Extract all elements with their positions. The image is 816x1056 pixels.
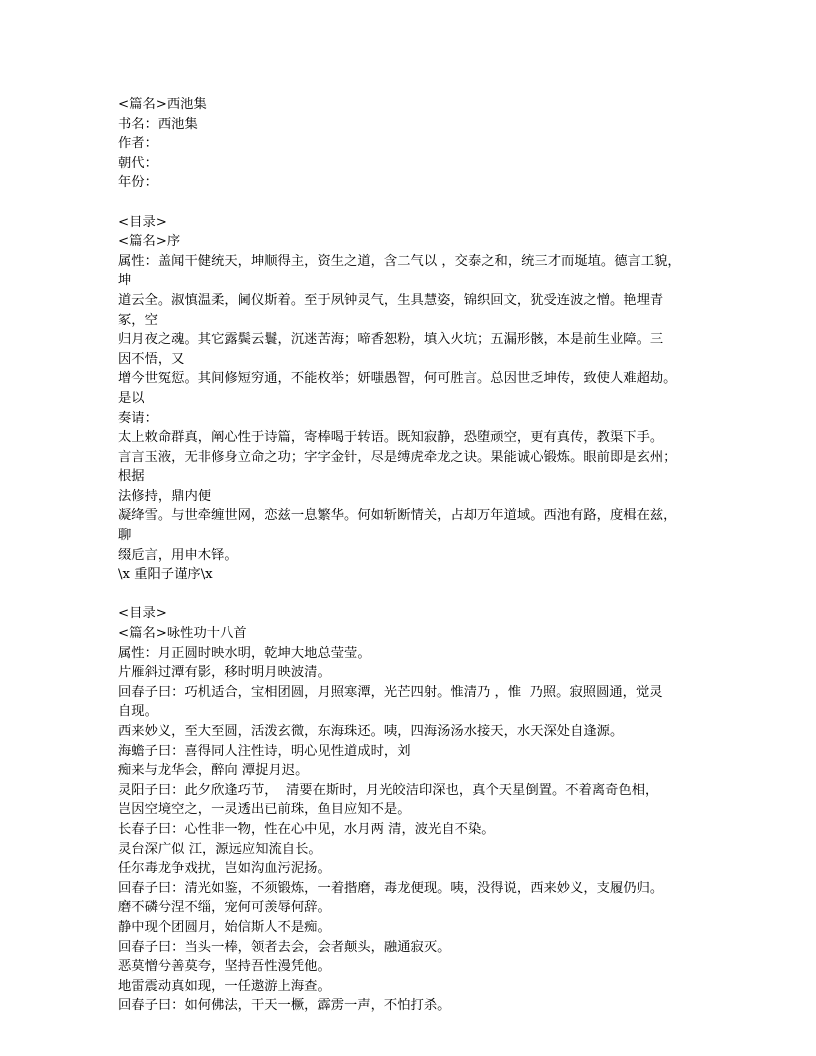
text-line: 太上敕命群真，阐心性于诗篇，寄棒喝于转语。既知寂静，恐堕顽空，更有真传，教渠下手。 (118, 430, 664, 446)
text-line: 冢，空 (118, 312, 158, 328)
text-line: 灵阳子曰：此夕欣逢巧节， 清要在斯时，月光皎洁印深也，真个天星倒置。不着离奇色相， (118, 782, 659, 798)
text-line: 地雷震动真如现，一任遨游上海查。 (118, 978, 331, 994)
text-line: 回春子曰：当头一棒，领者去会，会者颠头，融通寂灭。 (118, 939, 451, 955)
text-line: 聊 (118, 528, 132, 544)
document-body (118, 95, 718, 1016)
text-line: 坤 (118, 273, 132, 289)
text-line: 朝代： (118, 155, 158, 171)
text-line: 属性：月正圆时映水明，乾坤大地总莹莹。 (118, 645, 371, 661)
text-line: 西来妙义，至大至圆，活泼玄微，东海珠还。咦，四海汤汤水接天，水天深处自逢源。 (118, 724, 624, 739)
text-line: 回春子曰：如何佛法，干天一橛，霹雳一声，不怕打杀。 (118, 998, 451, 1014)
text-line: <目录> (118, 606, 167, 622)
text-line: 回春子曰：清光如鉴，不须锻炼，一着揩磨，毒龙便现。咦，没得说，西来妙义，支履仍归。 (118, 880, 664, 896)
text-line: <篇名>序 (118, 234, 181, 250)
blank-line (118, 193, 718, 213)
text-line: 缀卮言，用申木铎。 (118, 547, 238, 563)
blank-line (118, 585, 718, 605)
text-line: 言言玉液，无非修身立命之功；字字金针，尽是缚虎牵龙之诀。果能诚心锻炼。眼前即是玄州； (118, 449, 677, 465)
text-line: 法修持，鼎内便 (118, 488, 212, 504)
text-line: 岂因空境空之，一灵透出已前珠，鱼目应知不是。 (118, 802, 411, 818)
text-line: 海蟾子曰：喜得同人注性诗，明心见性道成时，刘 (118, 743, 411, 759)
text-line: <篇名>咏性功十八首 (118, 626, 247, 642)
text-line: 片雁斜过潭有影，移时明月映波清。 (118, 665, 331, 681)
text-line: 归月夜之魂。其它露鬓云鬟，沉迷苦海；啼香恕粉，填入火坑；五漏形骸，本是前生业障。三 (118, 332, 664, 348)
text-line: 长春子曰：心性非一物，性在心中见，水月两 清，波光自不染。 (118, 821, 495, 837)
text-line: 年份： (118, 175, 158, 191)
text-line: 奏请： (118, 410, 158, 426)
text-line: 道云全。淑慎温柔，阃仪斯着。至于夙钟灵气，生具慧姿，锦织回文，犹受连波之憎。艳埋青 (118, 292, 664, 308)
text-line: 静中现个团圆月，始信斯人不是痴。 (118, 919, 331, 935)
text-line: 书名：西池集 (118, 116, 198, 132)
text-line: 灵台深广似 江，源远应知流自长。 (118, 841, 322, 857)
text-line: \x 重阳子谨序\x (118, 567, 213, 583)
text-line: 作者： (118, 136, 158, 152)
text-line: 磨不磷兮涅不缁，宠何可羡辱何辞。 (118, 900, 331, 916)
text-line: <篇名>西池集 (118, 97, 207, 112)
text-line: 增今世冤愆。其间修短穷通，不能枚举；妍嗤愚智，何可胜言。总因世乏坤传，致使人难超劫。 (118, 371, 677, 387)
text-line: 恶莫憎兮善莫夸，坚持吾性漫凭他。 (118, 959, 331, 975)
document-page (118, 95, 718, 1016)
text-line: 因不悟，又 (118, 351, 185, 367)
text-line: 痴来与龙华会，醉向 潭捉月迟。 (118, 763, 309, 779)
text-line: 任尔毒龙争戏扰，岂如沟血污泥扬。 (118, 861, 331, 877)
text-line: 根据 (118, 469, 145, 485)
text-line: 是以 (118, 390, 145, 406)
text-line: <目录> (118, 214, 167, 230)
text-line: 自现。 (118, 704, 158, 720)
text-line: 属性：盖闻干健统天，坤顺得主，资生之道，含二气以 ，交泰之和，统三才而埏埴。德言工貌， (118, 253, 681, 269)
text-line: 回春子曰：巧机适合，宝相团圆，月照寒潭，光芒四射。惟清乃 ，惟 乃照。寂照圆通，觉灵 (118, 684, 663, 700)
text-line: 凝绛雪。与世牵缠世网，恋兹一息繁华。何如斩断情关，占却万年道域。西池有路，度楫在兹， (118, 508, 677, 524)
